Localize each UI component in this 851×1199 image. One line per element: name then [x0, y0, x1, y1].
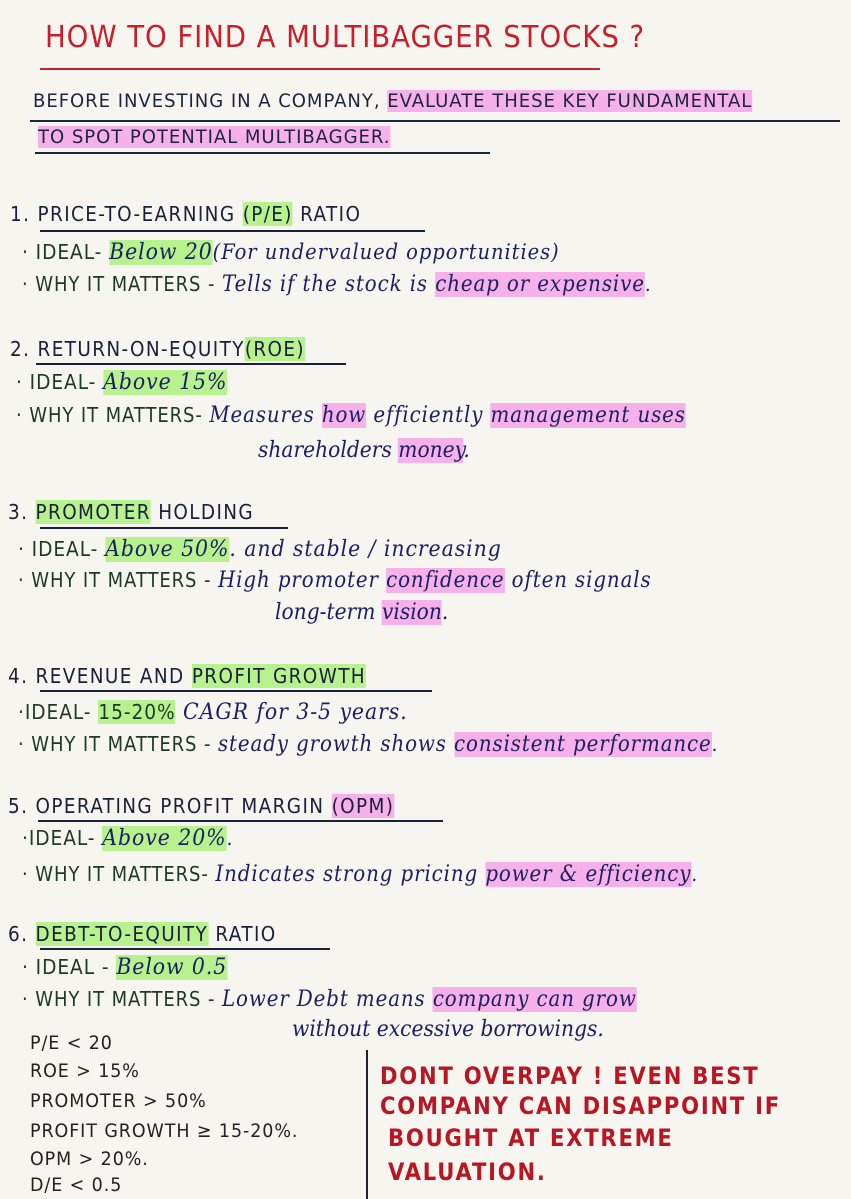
section-2-underline	[36, 363, 346, 365]
why-text: Tells if the stock is	[221, 272, 436, 297]
section-6-heading	[8, 922, 277, 946]
heading-text: RATIO	[292, 202, 362, 226]
why-text: often signals	[504, 568, 652, 593]
section-3-underline	[40, 527, 288, 529]
intro-text: BEFORE INVESTING IN A COMPANY,	[33, 90, 388, 112]
why-label: · WHY IT MATTERS -	[22, 272, 216, 296]
section-3-why-line2	[275, 600, 448, 625]
section-6-why-line2: without excessive borrowings.	[292, 1017, 604, 1042]
summary-item: D/E < 0.5	[30, 1174, 123, 1196]
why-highlight: consistent performance	[454, 732, 712, 757]
ideal-value: Above 50%	[105, 537, 230, 562]
ideal-label: · IDEAL-	[16, 370, 97, 394]
summary-item: PROFIT GROWTH ≥ 15-20%.	[30, 1120, 299, 1142]
title-underline	[40, 68, 600, 70]
heading-text: PRICE-TO-EARNING	[37, 202, 243, 226]
warning-line: BOUGHT AT EXTREME	[388, 1124, 674, 1152]
why-highlight: cheap or expensive	[435, 272, 645, 297]
section-number: 6.	[8, 922, 29, 946]
intro-line-1	[33, 90, 752, 112]
heading-highlight: (ROE)	[244, 337, 305, 361]
why-end: .	[691, 862, 698, 886]
section-2-why-line2	[258, 438, 470, 463]
heading-highlight: PROMOTER	[35, 500, 151, 524]
why-text: efficiently	[366, 403, 491, 428]
section-3-why	[18, 568, 652, 593]
why-text: Lower Debt means	[221, 987, 433, 1012]
section-4-heading	[8, 664, 366, 688]
heading-text: RATIO	[208, 922, 277, 946]
why-highlight: power & efficiency	[485, 862, 692, 887]
heading-highlight: PROFIT GROWTH	[191, 664, 367, 688]
section-1-heading	[10, 202, 361, 226]
why-end: .	[441, 600, 449, 625]
why-label: · WHY IT MATTERS -	[18, 568, 212, 592]
why-label: · WHY IT MATTERS-	[16, 403, 203, 427]
why-highlight: confidence	[386, 568, 505, 593]
intro-underline-1	[30, 120, 840, 122]
ideal-label: · IDEAL-	[22, 240, 103, 264]
why-text: long-term	[275, 600, 382, 625]
warning-line: COMPANY CAN DISAPPOINT IF	[380, 1092, 781, 1120]
why-highlight: money	[398, 438, 464, 463]
summary-item: ROE > 15%	[30, 1060, 140, 1082]
why-highlight: management uses	[490, 403, 686, 428]
section-2-ideal	[16, 370, 227, 395]
ideal-label: · IDEAL-	[18, 537, 99, 561]
section-number: 3.	[8, 500, 29, 524]
section-1-ideal	[22, 240, 560, 265]
why-label: · WHY IT MATTERS-	[22, 862, 209, 886]
ideal-note: CAGR for 3-5 years.	[175, 700, 408, 725]
ideal-label: ·IDEAL-	[22, 826, 96, 850]
heading-highlight: DEBT-TO-EQUITY	[35, 922, 209, 946]
section-6-ideal	[22, 955, 227, 980]
warning-line: VALUATION.	[388, 1158, 547, 1186]
ideal-label: · IDEAL -	[22, 955, 110, 979]
why-end: .	[711, 732, 719, 756]
summary-divider	[366, 1050, 368, 1199]
summary-item: PROMOTER > 50%	[30, 1090, 207, 1112]
why-end: .	[463, 438, 470, 463]
ideal-note: . and stable / increasing	[229, 537, 502, 562]
section-4-underline	[40, 690, 432, 692]
page-title: HOW TO FIND A MULTIBAGGER STOCKS ?	[45, 20, 646, 55]
why-label: · WHY IT MATTERS -	[18, 732, 212, 756]
why-highlight: company can grow	[432, 987, 637, 1012]
heading-text: OPERATING PROFIT MARGIN	[35, 794, 332, 818]
why-label: · WHY IT MATTERS -	[22, 987, 216, 1011]
intro-line-2	[38, 126, 390, 148]
section-5-ideal	[22, 826, 233, 851]
intro-underline-2	[35, 152, 490, 154]
why-highlight: how	[321, 403, 367, 428]
warning-line: DONT OVERPAY ! EVEN BEST	[380, 1062, 760, 1090]
summary-item: OPM > 20%.	[30, 1148, 149, 1170]
ideal-note: (For undervalued opportunities)	[212, 240, 560, 264]
section-4-why	[18, 732, 718, 757]
why-text: shareholders	[258, 438, 399, 463]
ideal-label: ·IDEAL-	[18, 700, 92, 724]
ideal-value: Above 20%	[102, 826, 227, 851]
why-text: High promoter	[217, 568, 387, 593]
section-2-why	[16, 403, 686, 428]
ideal-value: Above 15%	[103, 370, 228, 395]
heading-text: RETURN-ON-EQUITY	[37, 337, 245, 361]
section-5-why	[22, 862, 698, 887]
section-number: 1.	[10, 202, 31, 226]
section-5-heading	[8, 794, 394, 818]
why-text: Measures	[209, 403, 322, 428]
section-3-heading	[8, 500, 254, 524]
why-text: steady growth shows	[217, 732, 455, 757]
heading-text: REVENUE AND	[35, 664, 192, 688]
summary-item: P/E < 20	[30, 1032, 113, 1054]
section-number: 4.	[8, 664, 29, 688]
section-number: 2.	[10, 337, 31, 361]
ideal-note: .	[226, 826, 234, 850]
section-6-why	[22, 987, 637, 1012]
section-4-ideal	[18, 700, 408, 725]
section-5-underline	[38, 820, 443, 822]
section-1-underline	[40, 230, 425, 232]
section-3-ideal	[18, 537, 502, 562]
section-1-why	[22, 272, 651, 297]
heading-highlight: (P/E)	[242, 202, 293, 226]
why-highlight: vision	[381, 600, 442, 625]
section-number: 5.	[8, 794, 29, 818]
intro-highlight: EVALUATE THESE KEY FUNDAMENTAL	[387, 90, 753, 112]
heading-highlight: (OPM)	[331, 794, 395, 818]
intro-highlight-2: TO SPOT POTENTIAL MULTIBAGGER.	[38, 126, 391, 148]
section-6-underline	[40, 948, 330, 950]
why-end: .	[644, 272, 652, 296]
heading-text: HOLDING	[150, 500, 255, 524]
why-text: Indicates strong pricing	[215, 862, 486, 887]
section-2-heading	[10, 337, 305, 361]
ideal-value: Below 20	[109, 240, 213, 265]
ideal-value: 15-20%	[98, 700, 176, 724]
ideal-value: Below 0.5	[116, 955, 228, 980]
